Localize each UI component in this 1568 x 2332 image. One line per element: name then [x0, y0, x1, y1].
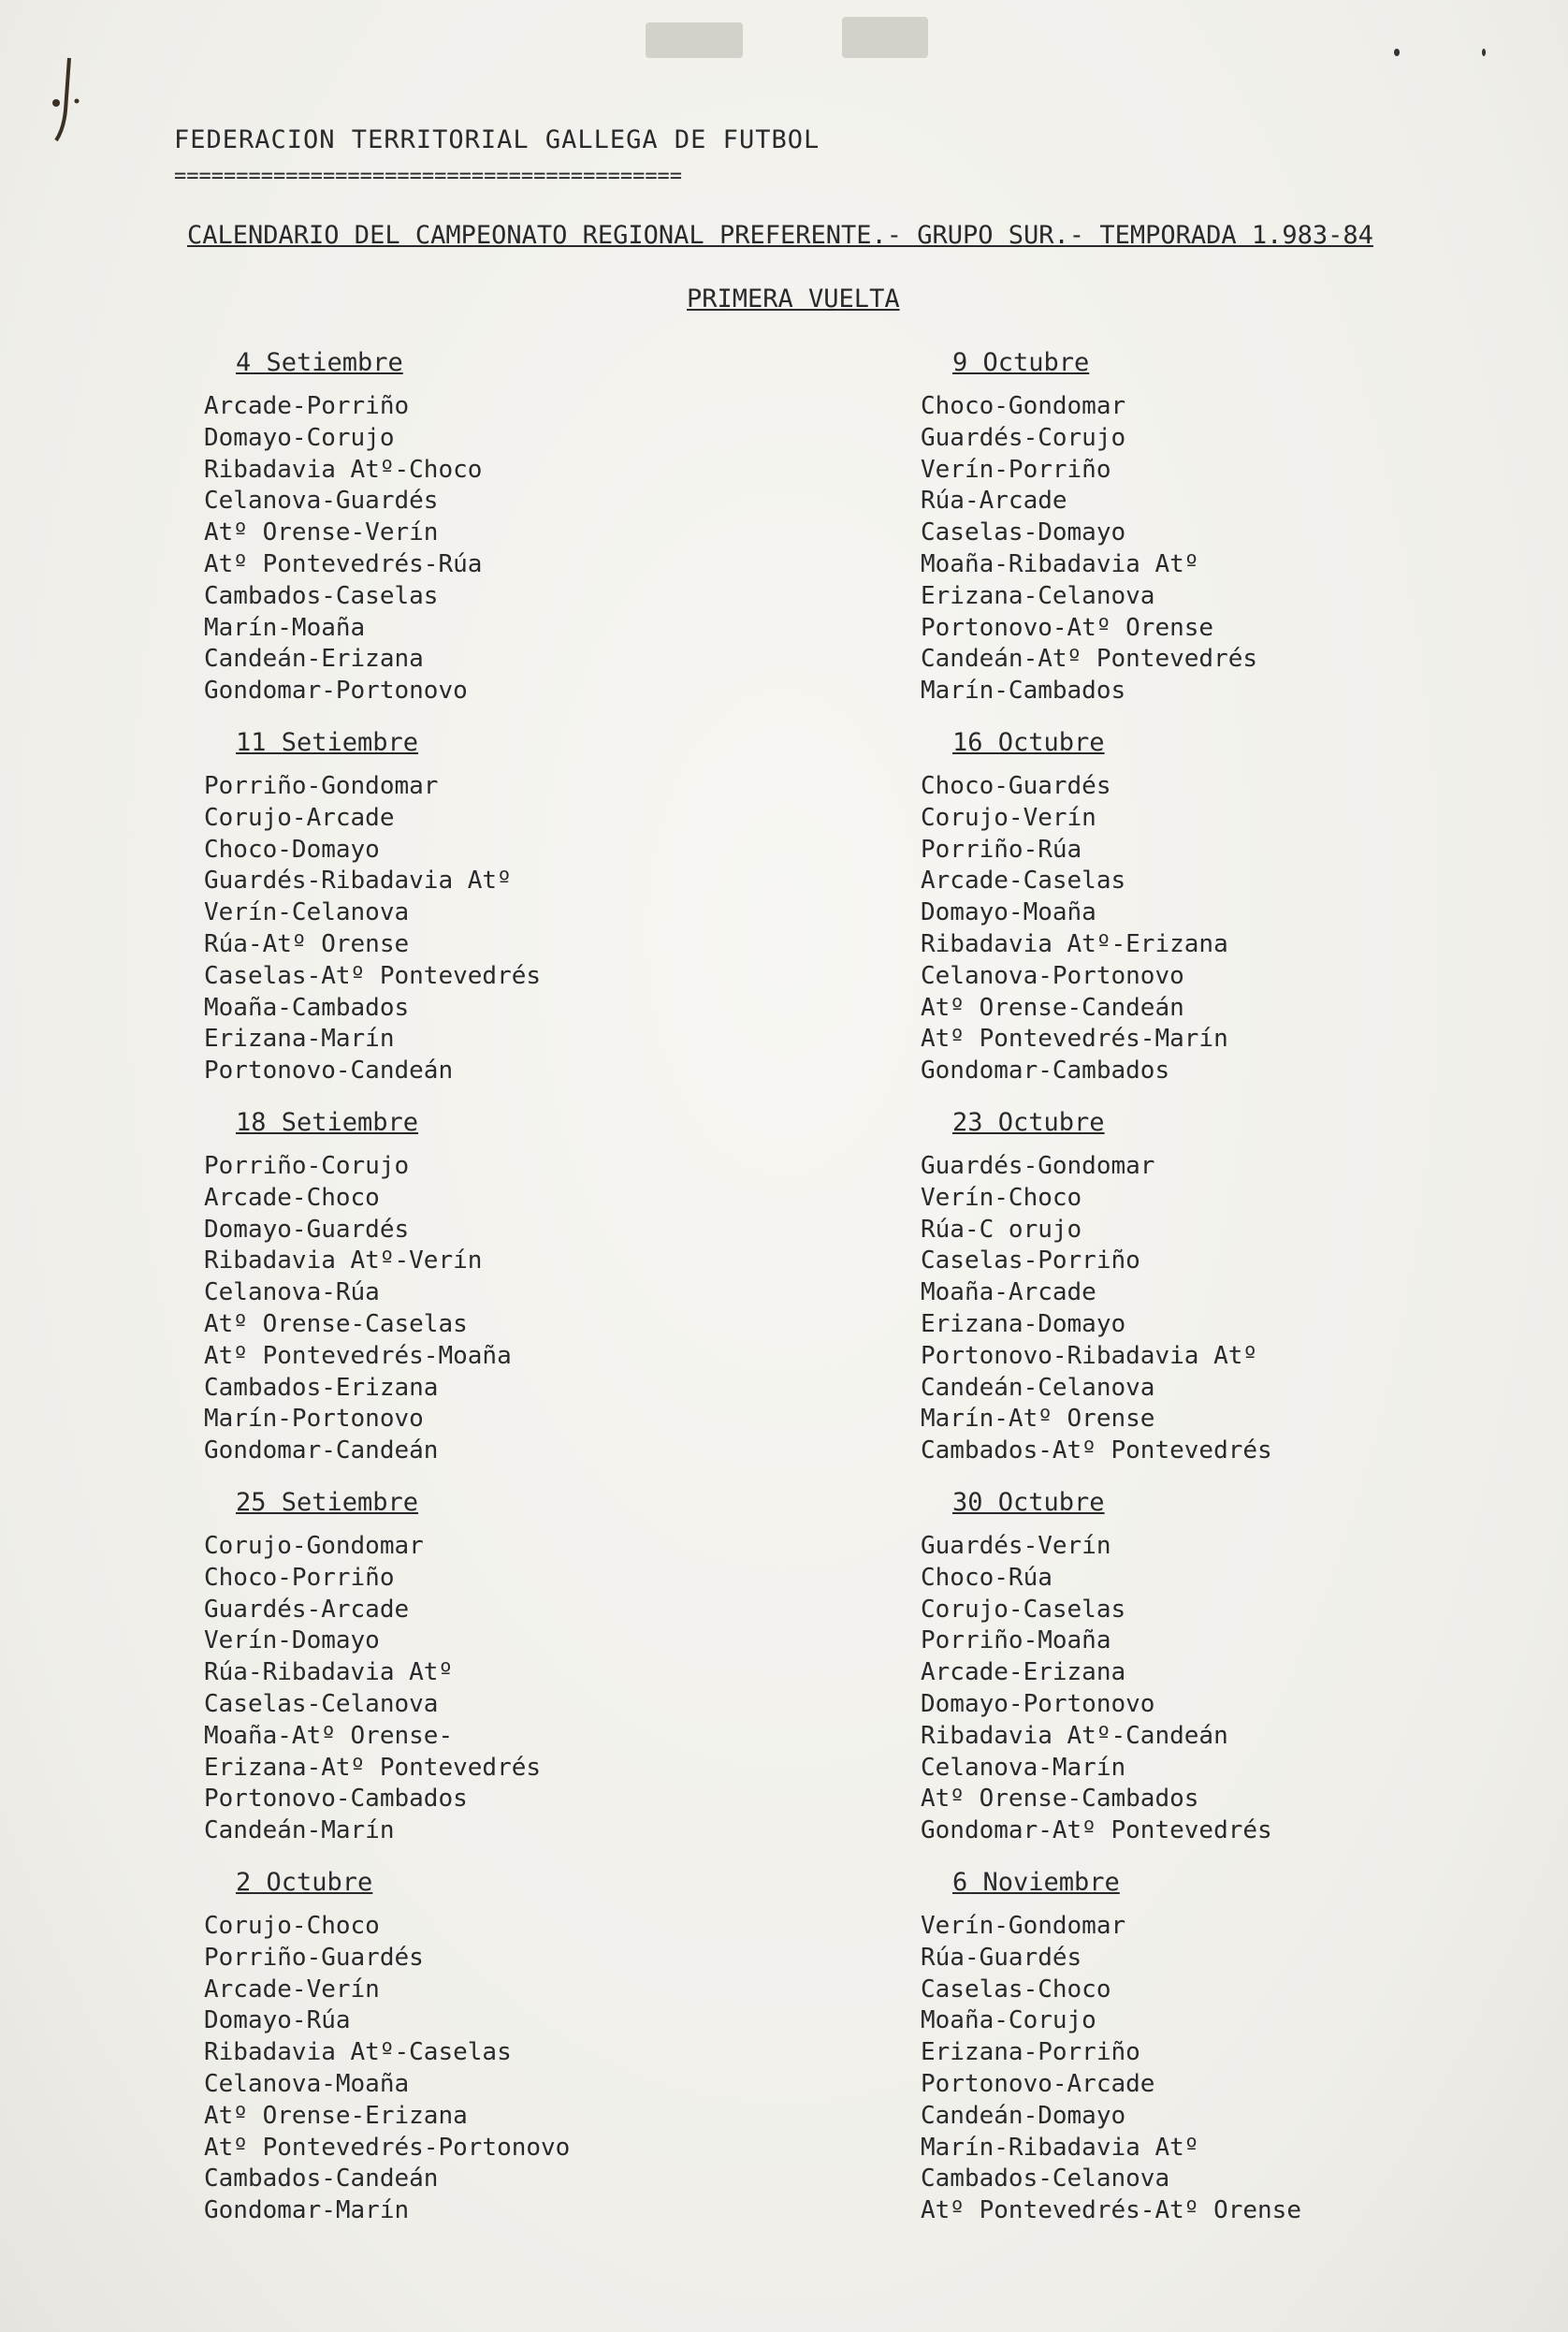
matchday-block: [921, 1866, 1568, 2246]
match-item: Verín-Porriño: [921, 455, 1111, 484]
match-item: Candeán-Atº Pontevedrés: [921, 645, 1258, 674]
match-item: Atº Orense-Verín: [204, 518, 439, 547]
match-item: Cambados-Celanova: [921, 2164, 1170, 2194]
match-item: Arcade-Verín: [204, 1975, 380, 2004]
match-item: Guardés-Gondomar: [921, 1152, 1155, 1180]
match-item: Erizana-Marín: [204, 1025, 395, 1054]
matchday-block: [204, 1866, 878, 2246]
match-item: Guardés-Corujo: [921, 423, 1126, 452]
match-item: Moaña-Cambados: [204, 993, 410, 1022]
match-item: Portonovo-Arcade: [921, 2069, 1155, 2098]
matchday-date: 30 Octubre: [952, 1488, 1105, 1517]
organization-name: FEDERACION TERRITORIAL GALLEGA DE FUTBOL: [174, 125, 820, 154]
match-item: Erizana-Domayo: [921, 1309, 1126, 1338]
match-item: Atº Pontevedrés-Marín: [921, 1025, 1228, 1054]
matchday-date: 18 Setiembre: [236, 1108, 419, 1137]
match-item: Domayo-Guardés: [204, 1215, 410, 1244]
match-item: Celanova-Marín: [921, 1753, 1126, 1782]
match-item: Celanova-Moaña: [204, 2069, 410, 2098]
match-item: Marín-Portonovo: [204, 1405, 424, 1434]
match-item: Porriño-Guardés: [204, 1943, 424, 1972]
match-item: Arcade-Choco: [204, 1183, 380, 1212]
ink-stain: [52, 54, 80, 157]
match-list: [204, 391, 878, 707]
match-item: Moaña-Ribadavia Atº: [921, 549, 1199, 578]
matchday-date: 23 Octubre: [952, 1108, 1105, 1137]
document-title: CALENDARIO DEL CAMPEONATO REGIONAL PREFERENTE.- GRUPO SUR.- TEMPORADA 1.983-84: [187, 221, 1373, 250]
match-item: Arcade-Caselas: [921, 867, 1126, 896]
matchday-block: [204, 1106, 878, 1486]
match-item: Verín-Celanova: [204, 898, 410, 927]
match-item: Gondomar-Candeán: [204, 1436, 439, 1465]
match-item: Celanova-Portonovo: [921, 961, 1184, 990]
match-item: Atº Pontevedrés-Rúa: [204, 549, 483, 578]
matchday-block: [921, 1486, 1568, 1866]
match-item: Porriño-Corujo: [204, 1152, 410, 1180]
match-item: Atº Pontevedrés-Portonovo: [204, 2133, 571, 2162]
match-item: Cambados-Caselas: [204, 581, 439, 610]
match-item: Cambados-Candeán: [204, 2164, 439, 2194]
matchday-date: 4 Setiembre: [236, 348, 403, 377]
match-item: Atº Orense-Erizana: [204, 2101, 468, 2130]
match-item: Choco-Porriño: [204, 1563, 395, 1592]
match-item: Verín-Choco: [921, 1183, 1082, 1212]
match-item: Cambados-Erizana: [204, 1373, 439, 1402]
left-column: [204, 346, 878, 2246]
match-item: Celanova-Rúa: [204, 1278, 380, 1307]
match-list: [921, 771, 1568, 1087]
match-item: Caselas-Domayo: [921, 518, 1126, 547]
match-list: [921, 391, 1568, 707]
match-item: Candeán-Domayo: [921, 2101, 1126, 2130]
match-item: Celanova-Guardés: [204, 487, 439, 516]
matchday-date: 2 Octubre: [236, 1868, 373, 1897]
round-title: PRIMERA VUELTA: [687, 284, 900, 313]
match-item: Portonovo-Ribadavia Atº: [921, 1341, 1258, 1370]
match-item: Gondomar-Cambados: [921, 1057, 1170, 1086]
match-item: Corujo-Choco: [204, 1912, 380, 1940]
match-item: Corujo-Arcade: [204, 803, 395, 832]
match-item: Arcade-Porriño: [204, 392, 410, 420]
match-item: Guardés-Arcade: [204, 1595, 410, 1624]
match-list: [921, 1151, 1568, 1467]
match-item: Choco-Rúa: [921, 1563, 1053, 1592]
match-item: Candeán-Celanova: [921, 1373, 1155, 1402]
match-item: Corujo-Gondomar: [204, 1532, 424, 1560]
match-item: Caselas-Choco: [921, 1975, 1111, 2004]
match-item: Atº Orense-Caselas: [204, 1309, 468, 1338]
match-item: Verín-Gondomar: [921, 1912, 1126, 1940]
match-item: Rúa-C orujo: [921, 1215, 1082, 1244]
match-item: Choco-Gondomar: [921, 392, 1126, 420]
matchday-block: [204, 346, 878, 726]
match-item: Rúa-Ribadavia Atº: [204, 1658, 454, 1687]
tape-mark-right: [842, 17, 928, 58]
match-item: Cambados-Atº Pontevedrés: [921, 1436, 1272, 1465]
match-item: Portonovo-Candeán: [204, 1057, 454, 1086]
match-item: Ribadavia Atº-Choco: [204, 455, 483, 484]
match-item: Guardés-Verín: [921, 1532, 1111, 1560]
matchday-date: 16 Octubre: [952, 728, 1105, 757]
paper-speck: [1394, 49, 1400, 56]
match-item: Moaña-Arcade: [921, 1278, 1096, 1307]
match-item: Candeán-Erizana: [204, 645, 424, 674]
matchday-date: 25 Setiembre: [236, 1488, 419, 1517]
match-item: Rúa-Guardés: [921, 1943, 1082, 1972]
match-item: Domayo-Rúa: [204, 2006, 351, 2035]
matchday-date: 6 Noviembre: [952, 1868, 1120, 1897]
header-divider: =========================================: [174, 165, 683, 188]
paper-speck: [1482, 49, 1486, 56]
matchday-block: [921, 726, 1568, 1106]
match-item: Choco-Domayo: [204, 835, 380, 864]
tape-mark-left: [646, 22, 743, 58]
match-item: Erizana-Atº Pontevedrés: [204, 1753, 542, 1782]
match-item: Verín-Domayo: [204, 1626, 380, 1655]
right-column: [921, 346, 1568, 2246]
match-item: Arcade-Erizana: [921, 1658, 1126, 1687]
match-item: Atº Orense-Candeán: [921, 993, 1184, 1022]
match-item: Marín-Ribadavia Atº: [921, 2133, 1199, 2162]
match-item: Ribadavia Atº-Caselas: [204, 2038, 512, 2067]
match-item: Corujo-Caselas: [921, 1595, 1126, 1624]
match-list: [204, 1911, 878, 2227]
matchday-block: [204, 726, 878, 1106]
match-item: Porriño-Rúa: [921, 835, 1082, 864]
matchday-block: [204, 1486, 878, 1866]
match-item: Candeán-Marín: [204, 1816, 395, 1845]
match-item: Domayo-Corujo: [204, 423, 395, 452]
match-item: Erizana-Celanova: [921, 581, 1155, 610]
matchday-block: [921, 346, 1568, 726]
match-item: Ribadavia Atº-Candeán: [921, 1721, 1228, 1750]
match-item: Moaña-Atº Orense-: [204, 1721, 454, 1750]
match-item: Guardés-Ribadavia Atº: [204, 867, 512, 896]
match-item: Choco-Guardés: [921, 772, 1111, 800]
match-item: Ribadavia Atº-Verín: [204, 1246, 483, 1275]
match-item: Portonovo-Atº Orense: [921, 613, 1214, 642]
match-list: [921, 1531, 1568, 1847]
match-item: Domayo-Portonovo: [921, 1689, 1155, 1718]
match-list: [921, 1911, 1568, 2227]
match-item: Gondomar-Portonovo: [204, 677, 468, 706]
match-item: Porriño-Gondomar: [204, 772, 439, 800]
match-item: Atº Orense-Cambados: [921, 1785, 1199, 1814]
match-item: Atº Pontevedrés-Atº Orense: [921, 2196, 1301, 2225]
matchday-date: 11 Setiembre: [236, 728, 419, 757]
match-item: Moaña-Corujo: [921, 2006, 1096, 2035]
match-item: Corujo-Verín: [921, 803, 1096, 832]
match-list: [204, 1531, 878, 1847]
match-item: Caselas-Porriño: [921, 1246, 1140, 1275]
match-item: Erizana-Porriño: [921, 2038, 1140, 2067]
match-item: Marín-Cambados: [921, 677, 1126, 706]
matchday-block: [921, 1106, 1568, 1486]
match-item: Portonovo-Cambados: [204, 1785, 468, 1814]
match-item: Atº Pontevedrés-Moaña: [204, 1341, 512, 1370]
match-item: Rúa-Arcade: [921, 487, 1067, 516]
match-item: Porriño-Moaña: [921, 1626, 1111, 1655]
match-item: Domayo-Moaña: [921, 898, 1096, 927]
match-item: Caselas-Atº Pontevedrés: [204, 961, 542, 990]
match-item: Marín-Moaña: [204, 613, 366, 642]
match-item: Ribadavia Atº-Erizana: [921, 929, 1228, 958]
match-list: [204, 771, 878, 1087]
match-list: [204, 1151, 878, 1467]
match-item: Caselas-Celanova: [204, 1689, 439, 1718]
match-item: Rúa-Atº Orense: [204, 929, 410, 958]
match-item: Gondomar-Marín: [204, 2196, 410, 2225]
match-item: Marín-Atº Orense: [921, 1405, 1155, 1434]
match-item: Gondomar-Atº Pontevedrés: [921, 1816, 1272, 1845]
matchday-date: 9 Octubre: [952, 348, 1090, 377]
